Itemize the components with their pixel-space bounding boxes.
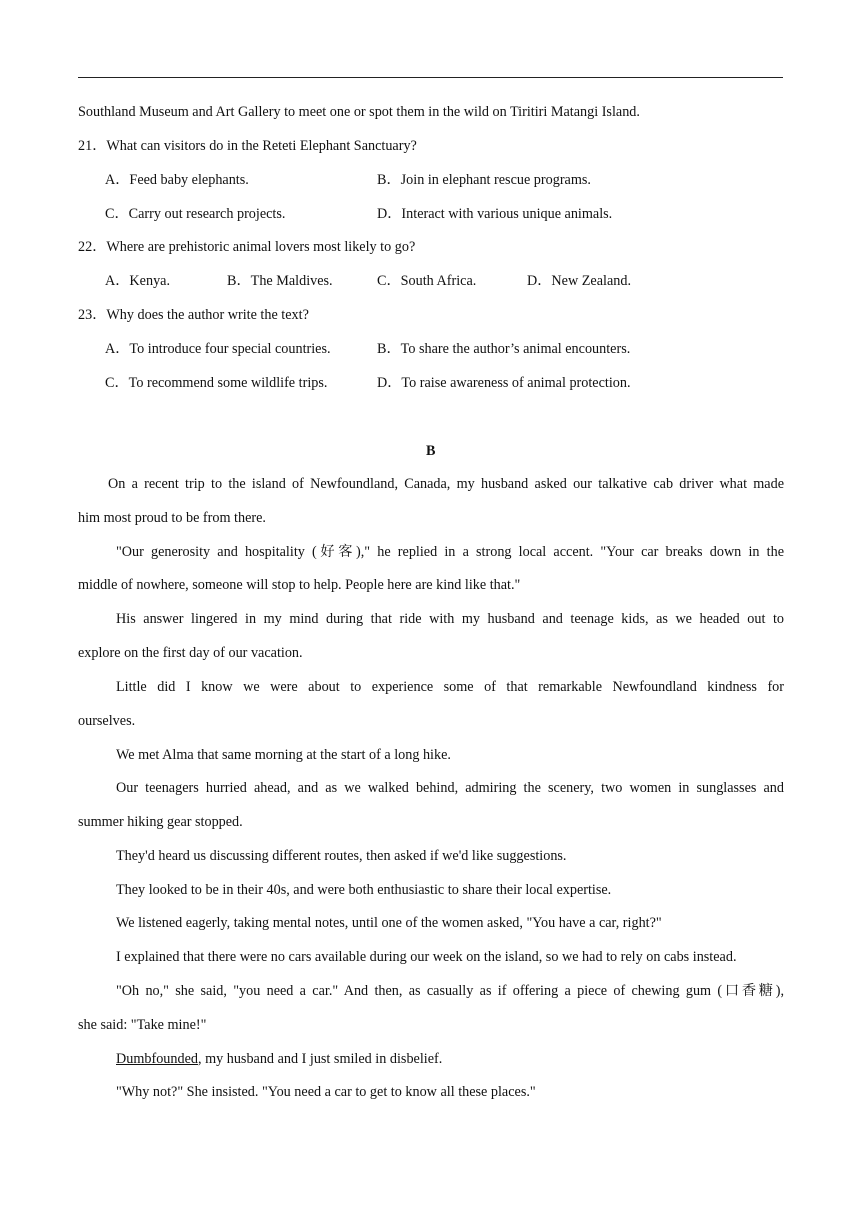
paragraph-2-line-1: "Our generosity and hospitality (好客)," he replied in a strong local accent. "Your car breaks down in the: [116, 544, 784, 560]
paragraph-4-line-2: ourselves.: [78, 713, 136, 729]
question-23-option-b: B．To share the author’s animal encounters.: [377, 341, 631, 357]
header-rule: [78, 77, 783, 78]
underlined-word: Dumbfounded: [116, 1051, 198, 1067]
question-21-option-a: A．Feed baby elephants.: [105, 172, 249, 188]
question-23-option-a: A．To introduce four special countries.: [105, 341, 331, 357]
question-23-stem: 23．Why does the author write the text?: [78, 307, 309, 323]
question-22-stem: 22．Where are prehistoric animal lovers most likely to go?: [78, 239, 416, 255]
paragraph-1-line-2: him most proud to be from there.: [78, 510, 266, 526]
paragraph-6-line-1: Our teenagers hurried ahead, and as we walked behind, admiring the scenery, two women in sunglasses and: [116, 780, 784, 796]
paragraph-12: [116, 1050, 442, 1068]
paragraph-13: "Why not?" She insisted. "You need a car to get to know all these places.": [116, 1084, 536, 1100]
paragraph-3-line-2: explore on the first day of our vacation.: [78, 645, 303, 661]
paragraph-7: They'd heard us discussing different routes, then asked if we'd like suggestions.: [116, 848, 567, 864]
paragraph-4-line-1: Little did I know we were about to experience some of that remarkable Newfoundland kindness for: [116, 679, 784, 695]
question-21-option-d: D．Interact with various unique animals.: [377, 206, 613, 222]
paragraph-11-line-2: she said: "Take mine!": [78, 1017, 207, 1033]
paragraph-8: They looked to be in their 40s, and were both enthusiastic to share their local expertise.: [116, 882, 612, 898]
paragraph-9: We listened eagerly, taking mental notes, until one of the women asked, "You have a car, right?": [116, 915, 662, 931]
continuation-line: Southland Museum and Art Gallery to meet one or spot them in the wild on Tiritiri Matangi Island.: [78, 104, 640, 120]
question-23-option-c: C．To recommend some wildlife trips.: [105, 375, 328, 391]
paragraph-5: We met Alma that same morning at the start of a long hike.: [116, 747, 451, 763]
paragraph-2-line-2: middle of nowhere, someone will stop to help. People here are kind like that.": [78, 577, 521, 593]
question-22-option-c: C．South Africa.: [377, 273, 477, 289]
paragraph-3-line-1: His answer lingered in my mind during that ride with my husband and teenage kids, as we headed out to: [116, 611, 784, 627]
question-21-option-b: B．Join in elephant rescue programs.: [377, 172, 591, 188]
question-22-option-d: D．New Zealand.: [527, 273, 632, 289]
question-23-option-d: D．To raise awareness of animal protection.: [377, 375, 631, 391]
paragraph-12-rest: , my husband and I just smiled in disbelief.: [197, 1051, 443, 1067]
question-21-option-c: C．Carry out research projects.: [105, 206, 286, 222]
paragraph-1-line-1: On a recent trip to the island of Newfoundland, Canada, my husband asked our talkative cab driver what made: [108, 476, 784, 492]
paragraph-11-line-1: "Oh no," she said, "you need a car." And then, as casually as if offering a piece of chewing gum (口香糖),: [116, 983, 784, 999]
paragraph-6-line-2: summer hiking gear stopped.: [78, 814, 243, 830]
question-21-stem: 21．What can visitors do in the Reteti Elephant Sanctuary?: [78, 138, 417, 154]
section-heading: B: [426, 443, 436, 459]
question-22-option-b: B．The Maldives.: [227, 273, 333, 289]
paragraph-10: I explained that there were no cars available during our week on the island, so we had to rely on cabs instead.: [116, 949, 737, 965]
question-22-option-a: A．Kenya.: [105, 273, 171, 289]
